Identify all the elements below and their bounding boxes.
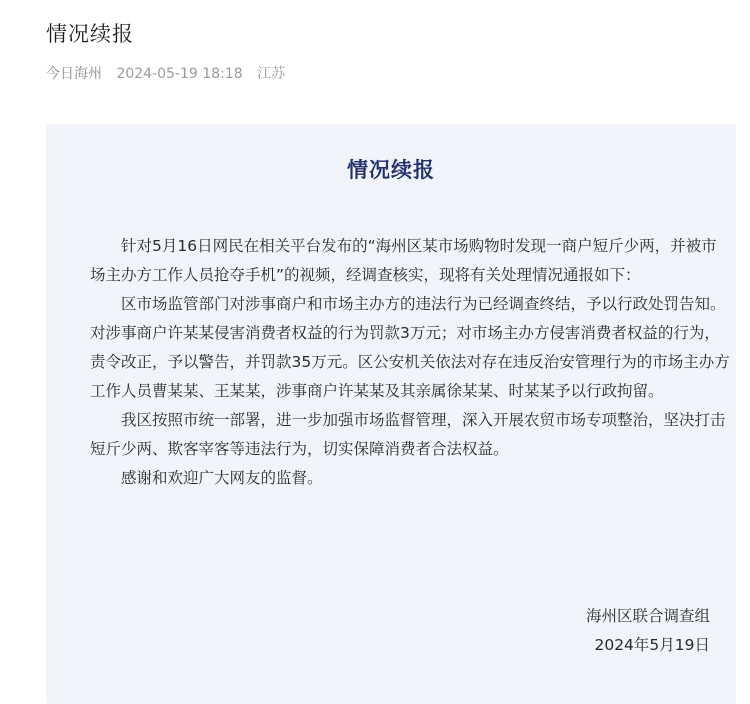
source-name[interactable]: 今日海州 [46, 66, 102, 82]
article-title: 情况续报 [46, 22, 134, 46]
signature-date: 2024年5月19日 [594, 636, 710, 654]
signature-org: 海州区联合调查组 [585, 607, 710, 625]
notice-card [46, 124, 736, 704]
article-meta [46, 63, 295, 83]
notice-heading: 情况续报 [347, 158, 435, 182]
notice-paragraph: 我区按照市统一部署，进一步加强市场监督管理，深入开展农贸市场专项整治，坚决打击短斤少两、欺客宰客等违法行为，切实保障消费者合法权益。 [90, 411, 726, 458]
notice-paragraph: 针对5月16日网民在相关平台发布的“海州区某市场购物时发现一商户短斤少两，并被市场主办方工作人员抢夺手机”的视频，经调查核实，现将有关处理情况通报如下： [90, 237, 717, 284]
publish-datetime: 2024-05-19 18:18 [116, 66, 243, 82]
signature-block [586, 602, 710, 660]
notice-paragraph: 感谢和欢迎广大网友的监督。 [121, 469, 323, 487]
notice-body [90, 232, 730, 493]
publish-location: 江苏 [257, 66, 286, 82]
notice-paragraph: 区市场监管部门对涉事商户和市场主办方的违法行为已经调查终结，予以行政处罚告知。对涉事商户许某某侵害消费者权益的行为罚款3万元；对市场主办方侵害消费者权益的行为，责令改正，予以警告，并罚款35万元。区公安机关依法对存在违反治安管理行为的市场主办方工作人员曹某某、王某某，涉事商户许某某及其亲属徐某某、时某某予以行政拘留。 [90, 295, 730, 400]
